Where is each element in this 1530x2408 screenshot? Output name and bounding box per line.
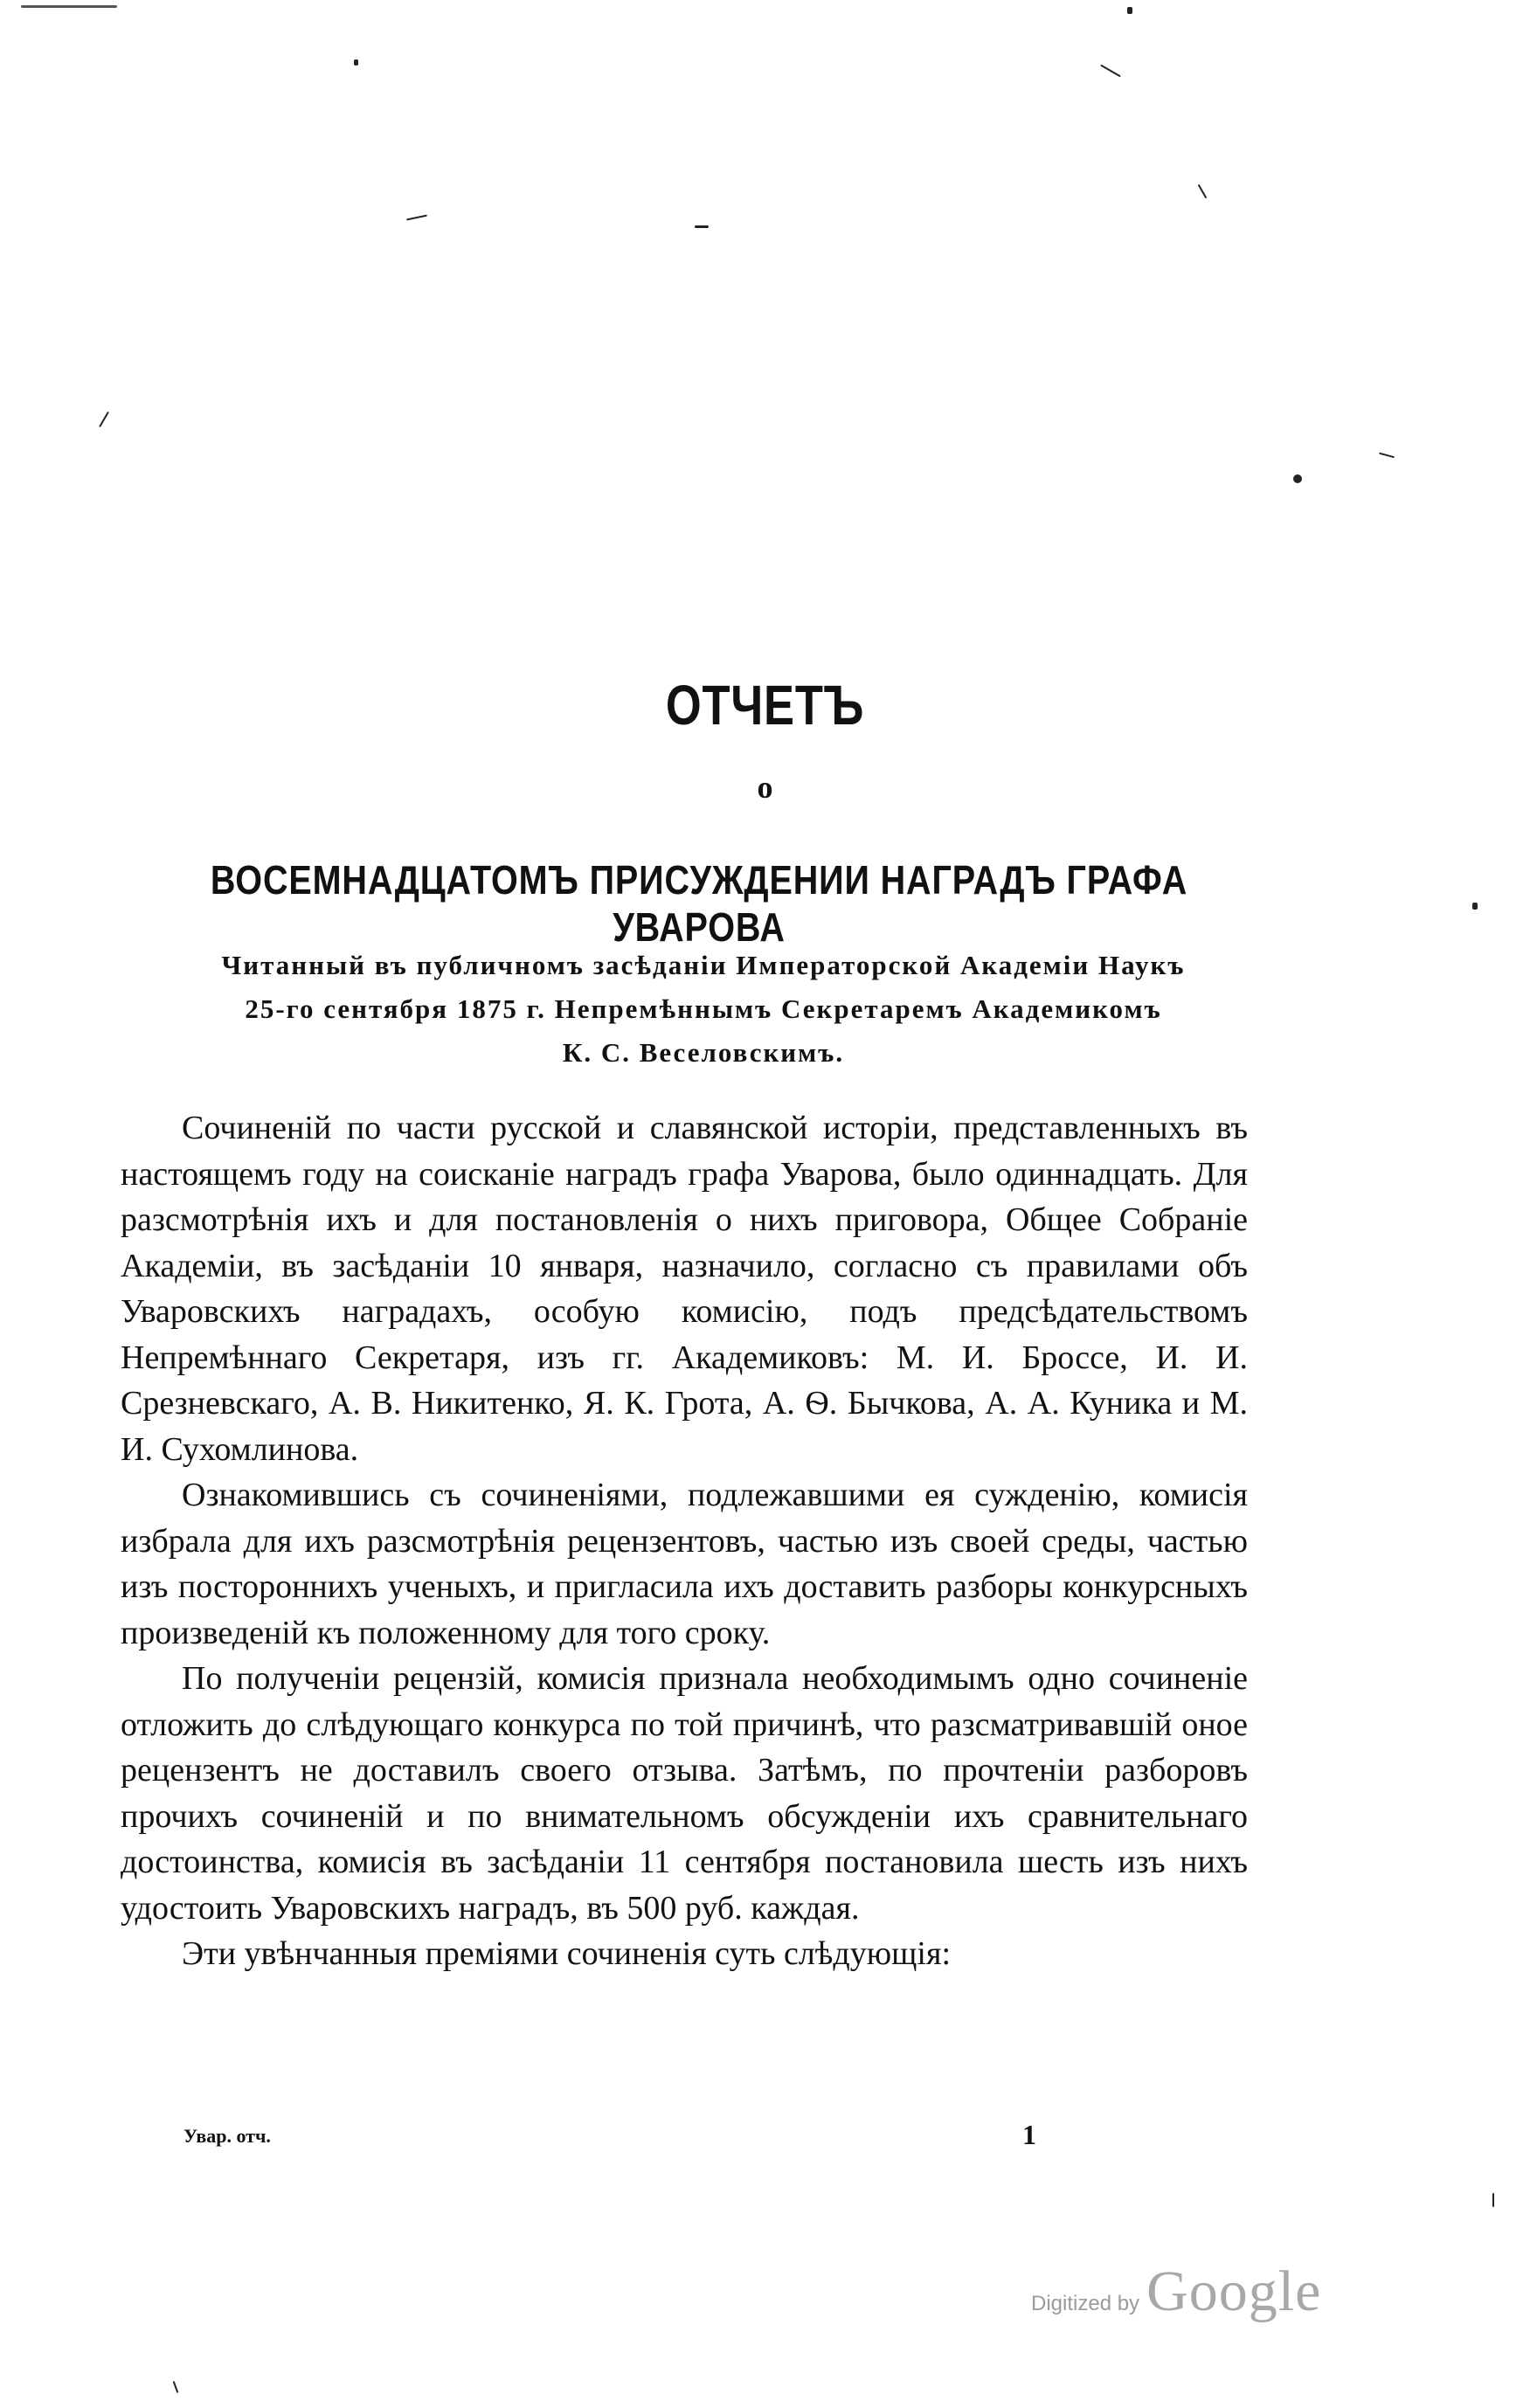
scan-speck xyxy=(695,225,709,228)
paragraph: По полученіи рецензій, комисія признала необходимымъ одно сочиненіе отложить до слѣдующаго конкурса по той причинѣ, что разсматривавшій оное рецензентъ не доставилъ своего отзыва. Затѣмъ, по прочтеніи разборовъ прочихъ сочиненій и по внимательномъ обсужденіи ихъ сравнительнаго достоинства, комисія въ засѣданіи 11 сентября постановила шесть изъ нихъ удостоить Уваровскихъ наградъ, въ 500 руб. каждая. xyxy=(121,1660,1248,1927)
read-note-line-2: 25-го сентября 1875 г. Непремѣннымъ Секретаремъ Академикомъ xyxy=(245,993,1162,1024)
read-note-line-1: Читанный въ публичномъ засѣданіи Императорской Академіи Наукъ xyxy=(221,950,1186,980)
scan-speck xyxy=(354,59,358,66)
paragraph: Эти увѣнчанныя преміями сочиненія суть слѣдующія: xyxy=(182,1935,952,1972)
page-number: 1 xyxy=(1022,2119,1036,2150)
google-logo: Google xyxy=(1146,2259,1322,2323)
scan-speck xyxy=(1100,65,1121,78)
scan-speck xyxy=(406,215,427,221)
scan-speck xyxy=(1472,903,1478,910)
read-note xyxy=(122,944,1284,1075)
body-text xyxy=(121,1105,1248,1977)
watermark-prefix: Digitized by xyxy=(1031,2292,1140,2315)
read-note-line-3: К. С. Веселовскимъ. xyxy=(562,1037,845,1068)
paragraph: Ознакомившись съ сочиненіями, подлежавшими ея сужденію, комисія избрала для ихъ разсмотрѣнія рецензентовъ, частью изъ своей среды, частью изъ постороннихъ ученыхъ, и пригласила ихъ доставить разборы конкурсныхъ произведеній къ положенному для того сроку. xyxy=(121,1477,1248,1651)
paragraph: Сочиненій по части русской и славянской исторіи, представленныхъ въ настоящемъ году на соисканіе наградъ графа Уварова, было одиннадцать. Для разсмотрѣнія ихъ и для постановленія о нихъ приговора, Общее Собраніе Академіи, въ засѣданіи 10 января, назначило, согласно съ правилами объ Уваровскихъ наградахъ, особую комисію, подъ предсѣдательствомъ Непремѣннаго Секретаря, изъ гг. Академиковъ: М. И. Броссе, И. И. Срезневскаго, А. В. Никитенко, Я. К. Грота, А. Ѳ. Бычкова, А. А. Куника и М. И. Сухомлинова. xyxy=(121,1110,1248,1468)
scan-speck xyxy=(1492,2193,1494,2207)
scan-speck xyxy=(1127,7,1132,14)
scan-speck xyxy=(1379,453,1395,459)
footer-signature: Увар. отч. xyxy=(183,2125,271,2147)
title-preposition: о xyxy=(757,770,773,805)
digitized-watermark xyxy=(1031,2259,1321,2325)
scan-speck xyxy=(21,5,117,8)
scan-speck xyxy=(1198,184,1208,199)
scan-speck xyxy=(173,2381,179,2393)
scan-speck xyxy=(1293,474,1302,483)
scan-speck xyxy=(99,412,109,427)
section-heading: ВОСЕМНАДЦАТОМЪ ПРИСУЖДЕНИИ НАГРАДЪ ГРАФА УВАРОВА xyxy=(210,857,1188,950)
page-title: ОТЧЕТЪ xyxy=(665,674,865,737)
